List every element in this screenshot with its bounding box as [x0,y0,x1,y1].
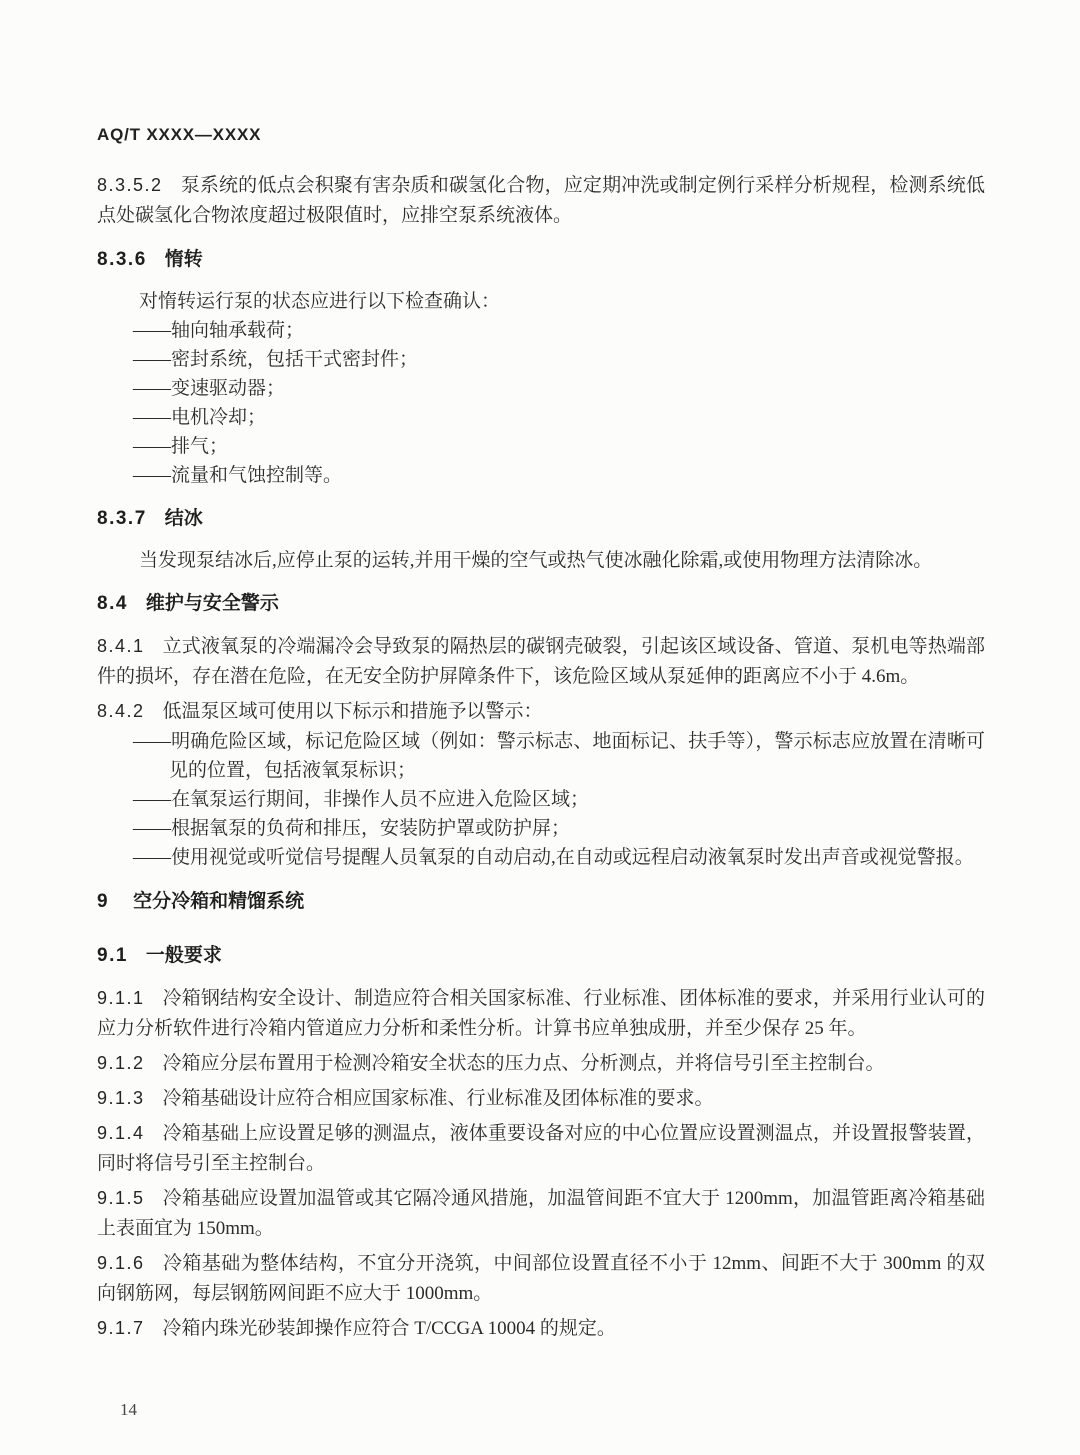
section-title: 结冰 [164,508,203,529]
clause-number: 9.1.3 [97,1088,145,1108]
clause-paragraph [97,1183,985,1244]
clause-number: 8.4.1 [97,636,145,656]
dash-list-item: ——根据氧泵的负荷和排压，安装防护罩或防护屏； [133,818,571,839]
clause-text: 冷箱钢结构安全设计、制造应符合相关国家标准、行业标准、团体标准的要求，并采用行业认可的应力分析软件进行冷箱内管道应力分析和柔性分析。计算书应单独成册，并至少保存 25 年。 [97,988,985,1039]
clause-number: 9.1.4 [97,1123,145,1143]
section-heading [97,591,985,617]
dash-list-item: ——变速驱动器； [133,378,286,399]
dash-list-item: ——轴向轴承载荷； [133,320,305,341]
clause-text: 冷箱基础上应设置足够的测温点，液体重要设备对应的中心位置应设置测温点，并设置报警装置，同时将信号引至主控制台。 [97,1123,985,1174]
dash-list-item: ——流量和气蚀控制等。 [133,465,343,486]
clause-number: 9.1.5 [97,1188,145,1208]
dash-list-item: ——排气； [133,436,229,457]
clause-text: 冷箱基础设计应符合相应国家标准、行业标准及团体标准的要求。 [162,1088,714,1109]
clause-paragraph [97,1048,985,1079]
clause-number: 8.3.5.2 [97,175,163,195]
section-number: 8.3.6 [97,249,147,270]
section-heading [97,247,985,273]
clause-text: 冷箱应分层布置用于检测冷箱安全状态的压力点、分析测点，并将信号引至主控制台。 [162,1053,885,1074]
clause-paragraph [97,170,985,231]
clause-number: 9.1.2 [97,1053,145,1073]
document-header: AQ/T XXXX—XXXX [97,125,262,144]
clause-paragraph [97,983,985,1044]
section-number: 9 [97,891,110,912]
clause-text: 冷箱基础应设置加温管或其它隔冷通风措施，加温管间距不宜大于 1200mm，加温管距离冷箱基础上表面宜为 150mm。 [97,1188,985,1239]
dash-list-item: ——在氧泵运行期间，非操作人员不应进入危险区域； [133,789,590,810]
clause-paragraph [97,1313,985,1344]
dash-list-item: ——密封系统，包括干式密封件； [133,349,419,370]
body-paragraph: 对惰转运行泵的状态应进行以下检查确认： [139,291,501,312]
section-heading [97,506,985,532]
clause-paragraph [97,696,985,727]
clause-number: 8.4.2 [97,701,145,721]
clause-text: 冷箱内珠光砂装卸操作应符合 T/CCGA 10004 的规定。 [162,1318,616,1339]
clause-text: 泵系统的低点会积聚有害杂质和碳氢化合物，应定期冲洗或制定例行采样分析规程，检测系统低点处碳氢化合物浓度超过极限值时，应排空泵系统液体。 [97,175,985,226]
clause-paragraph [97,631,985,692]
clause-number: 9.1.1 [97,988,145,1008]
clause-text: 低温泵区域可使用以下标示和措施予以警示： [162,701,543,722]
section-title: 惰转 [164,249,203,270]
section-number: 9.1 [97,945,128,966]
clause-text: 冷箱基础为整体结构，不宜分开浇筑，中间部位设置直径不小于 12mm、间距不大于 300mm 的双向钢筋网，每层钢筋网间距不应大于 1000mm。 [97,1253,985,1304]
page-number: 14 [120,1400,137,1419]
clause-text: 立式液氧泵的冷端漏冷会导致泵的隔热层的碳钢壳破裂，引起该区域设备、管道、泵机电等热端部件的损坏，存在潜在危险，在无安全防护屏障条件下，该危险区域从泵延伸的距离应不小于 4.6m。 [97,636,985,687]
section-title: 空分冷箱和精馏系统 [133,891,305,912]
dash-list-item: ——电机冷却； [133,407,267,428]
section-title: 维护与安全警示 [145,593,279,614]
clause-paragraph [97,1083,985,1114]
dash-list-item: ——明确危险区域，标记危险区域（例如：警示标志、地面标记、扶手等），警示标志应放置在清晰可见的位置，包括液氧泵标识； [133,731,985,781]
dash-list-item: ——使用视觉或听觉信号提醒人员氧泵的自动启动,在自动或远程启动液氧泵时发出声音或视觉警报。 [133,847,974,868]
section-heading [97,943,985,969]
clause-number: 9.1.6 [97,1253,145,1273]
document-body [97,170,985,1344]
section-number: 8.3.7 [97,508,147,529]
body-paragraph: 当发现泵结冰后,应停止泵的运转,并用干燥的空气或热气使冰融化除霜,或使用物理方法清除冰。 [139,550,933,571]
section-number: 8.4 [97,593,128,614]
clause-paragraph [97,1118,985,1179]
clause-number: 9.1.7 [97,1318,145,1338]
section-title: 一般要求 [145,945,222,966]
section-heading [97,888,985,915]
clause-paragraph [97,1248,985,1309]
